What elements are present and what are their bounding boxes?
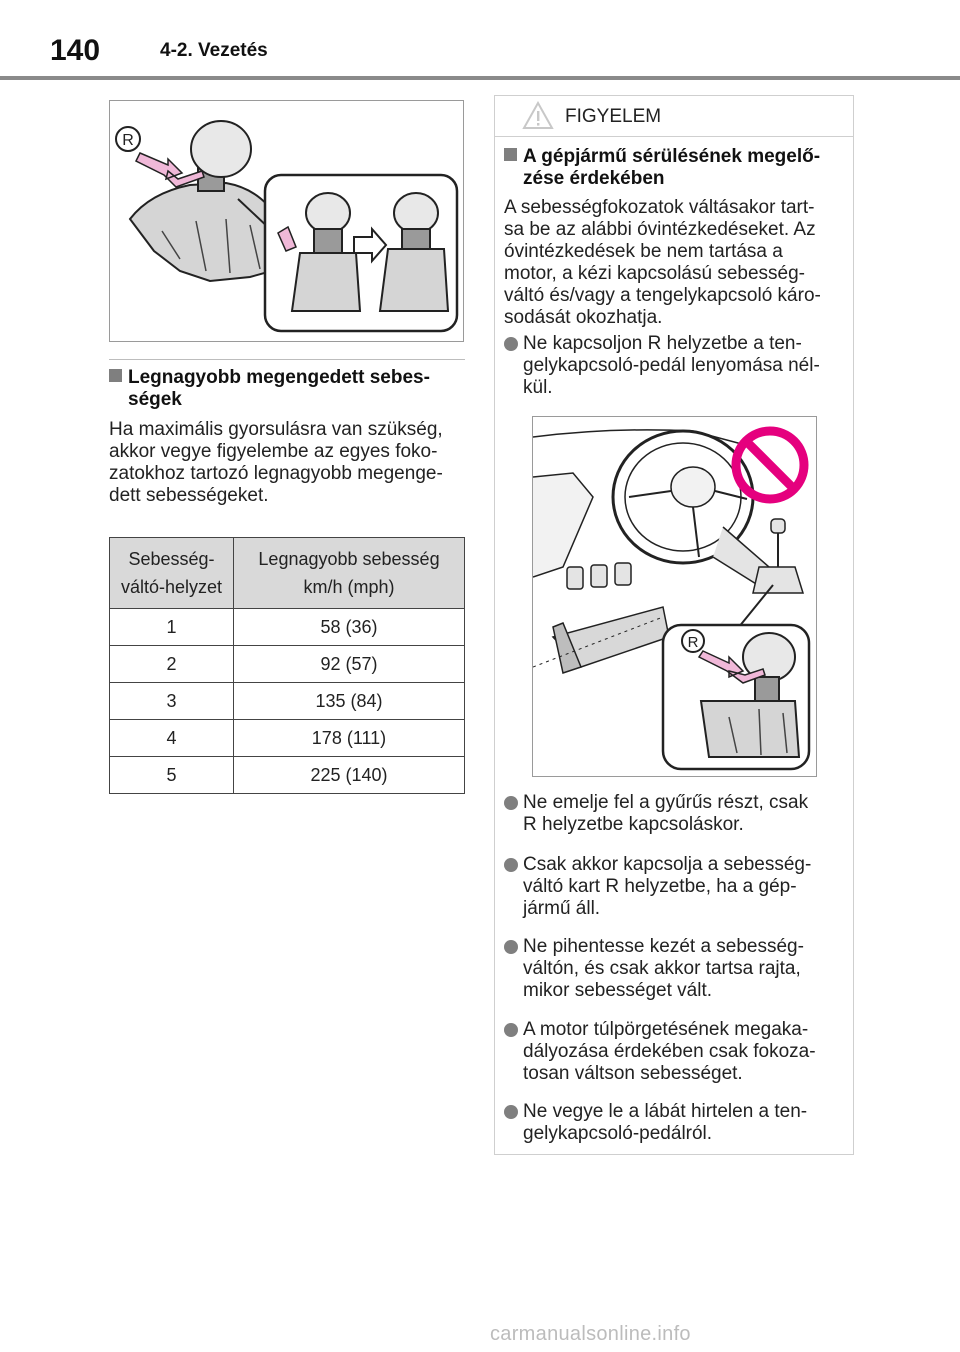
- round-bullet-icon: [504, 796, 518, 810]
- gear-cell: 5: [110, 757, 234, 794]
- gear-cell: 4: [110, 720, 234, 757]
- square-bullet-icon: [504, 148, 517, 161]
- speed-cell: 178 (111): [234, 720, 465, 757]
- section-divider: [109, 359, 465, 360]
- max-speed-heading: Legnagyobb megengedett sebes- ségek: [109, 367, 469, 411]
- round-bullet-icon: [504, 1023, 518, 1037]
- round-bullet-icon: [504, 337, 518, 351]
- warning-intro-paragraph: A sebességfokozatok váltásakor tart- sa be az alábbi óvintézkedéseket. Az óvintézkedések be nem tartása a motor, a kézi kapcsolású sebesség- váltó és/vagy a tengelykapcsoló káro- sodását okozhatja.: [504, 197, 821, 328]
- table-row: [110, 683, 465, 720]
- warning-triangle-icon: [522, 101, 554, 130]
- warning-item: Ne pihentesse kezét a sebesség- váltón, és csak akkor tartsa rajta, mikor sebességet vált.: [504, 936, 844, 1002]
- section-title: 4-2. Vezetés: [160, 40, 268, 61]
- page-number: 140: [50, 34, 101, 67]
- speed-cell: 58 (36): [234, 609, 465, 646]
- speed-cell: 92 (57): [234, 646, 465, 683]
- watermark: carmanualsonline.info: [490, 1323, 691, 1345]
- svg-text:R: R: [122, 132, 134, 149]
- square-bullet-icon: [109, 369, 122, 382]
- table-row: [110, 609, 465, 646]
- speed-cell: 135 (84): [234, 683, 465, 720]
- table-header-gear: Sebesség- váltó-helyzet: [110, 538, 234, 609]
- r-label-icon: [682, 630, 704, 652]
- prohibited-icon: [736, 431, 804, 499]
- gear-lever-illustration: [109, 100, 464, 342]
- table-row: [110, 646, 465, 683]
- svg-text:R: R: [687, 634, 699, 651]
- max-speed-paragraph: Ha maximális gyorsulásra van szükség, akkor vegye figyelembe az egyes foko- zatokhoz tartozó legnagyobb megenge- dett sebességeket.: [109, 419, 443, 506]
- gear-cell: 3: [110, 683, 234, 720]
- warning-item: A motor túlpörgetésének megaka- dályozása érdekében csak fokoza- tosan váltson sebességet.: [504, 1019, 844, 1085]
- max-speed-table: [109, 537, 465, 794]
- warning-header: [495, 96, 853, 137]
- warning-item: Ne kapcsoljon R helyzetbe a ten- gelykapcsoló-pedál lenyomása nél- kül.: [504, 333, 844, 399]
- warning-item: Ne vegye le a lábát hirtelen a ten- gelykapcsoló-pedálról.: [504, 1101, 844, 1145]
- gear-cell: 1: [110, 609, 234, 646]
- gear-cell: 2: [110, 646, 234, 683]
- table-header-row: [110, 538, 465, 609]
- damage-prevention-heading: A gépjármű sérülésének megelő- zése érdekében: [504, 146, 849, 190]
- header-rule: [0, 76, 960, 80]
- table-row: [110, 757, 465, 794]
- cabin-shift-illustration: [532, 416, 817, 777]
- r-label-icon: [116, 127, 140, 151]
- round-bullet-icon: [504, 940, 518, 954]
- warning-item: Ne emelje fel a gyűrűs részt, csak R helyzetbe kapcsoláskor.: [504, 792, 844, 836]
- round-bullet-icon: [504, 1105, 518, 1119]
- warning-title: FIGYELEM: [565, 106, 662, 127]
- round-bullet-icon: [504, 858, 518, 872]
- speed-cell: 225 (140): [234, 757, 465, 794]
- warning-item: Csak akkor kapcsolja a sebesség- váltó kart R helyzetbe, ha a gép- jármű áll.: [504, 854, 844, 920]
- table-row: [110, 720, 465, 757]
- table-header-speed: Legnagyobb sebesség km/h (mph): [234, 538, 465, 609]
